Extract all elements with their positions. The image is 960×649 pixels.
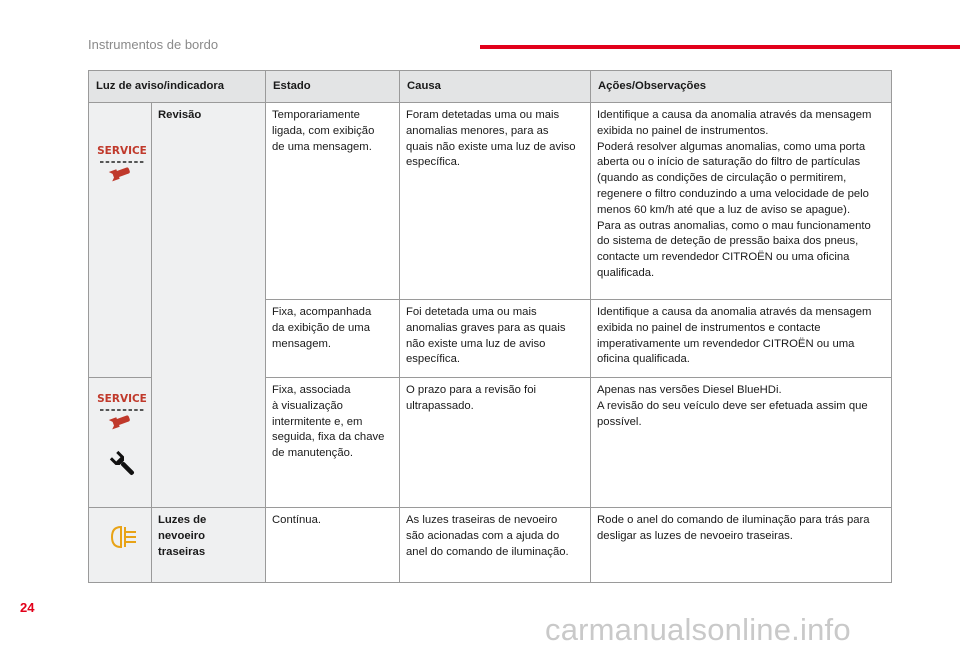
service-wrench-icon-cell <box>89 378 152 508</box>
action-cell: Identifique a causa da anomalia através da mensagem exibida no painel de instrumentos e contacte imperativamente um revendedor CITROËN ou uma oficina qualificada. <box>591 300 892 378</box>
header-accent-bar <box>480 45 960 49</box>
action-cell: Identifique a causa da anomalia através da mensagem exibida no painel de instrumentos. Poderá resolver algumas anomalias, como uma porta aberta ou o início de saturação do filtro de partículas (quando as condições de circulação o permitirem, regenere o filtro conduzindo a uma velocidade de pelo menos 60 km/h até que a luz de aviso se apague). Para as outras anomalias, como o mau funcionamento do sistema de deteção de pressão baixa dos pneus, contacte um revendedor CITROËN ou uma oficina qualificada. <box>591 103 892 300</box>
status-name-revision: Revisão <box>152 103 266 508</box>
table-row <box>89 508 892 583</box>
cause-cell: Foram detetadas uma ou mais anomalias menores, para as quais não existe uma luz de aviso específica. <box>400 103 591 300</box>
state-cell: Temporariamente ligada, com exibição de uma mensagem. <box>266 103 400 300</box>
service-warning-icon <box>97 143 147 183</box>
svg-text:SERVICE: SERVICE <box>97 145 147 157</box>
table-header-row <box>89 71 892 103</box>
cause-cell: Foi detetada uma ou mais anomalias graves para as quais não existe uma luz de aviso específica. <box>400 300 591 378</box>
wrench-icon <box>109 450 139 480</box>
fog-icon-cell <box>89 508 152 583</box>
watermark: carmanualsonline.info <box>545 612 851 647</box>
svg-text:SERVICE: SERVICE <box>97 393 147 405</box>
service-warning-icon <box>97 391 147 431</box>
state-cell: Fixa, associada à visualização intermitente e, em seguida, fixa da chave de manutenção. <box>266 378 400 508</box>
action-cell: Apenas nas versões Diesel BlueHDi. A revisão do seu veículo deve ser efetuada assim que possível. <box>591 378 892 508</box>
state-cell: Contínua. <box>266 508 400 583</box>
section-title: Instrumentos de bordo <box>88 37 219 52</box>
action-cell: Rode o anel do comando de iluminação para trás para desligar as luzes de nevoeiro traseiras. <box>591 508 892 583</box>
page-number: 24 <box>20 600 35 615</box>
column-header-cause: Causa <box>400 71 591 103</box>
column-header-state: Estado <box>266 71 400 103</box>
state-cell: Fixa, acompanhada da exibição de uma mensagem. <box>266 300 400 378</box>
column-header-light: Luz de aviso/indicadora <box>89 71 266 103</box>
table-row <box>89 103 892 300</box>
rear-fog-lamp-icon <box>109 524 139 550</box>
service-icon-cell <box>89 103 152 378</box>
warning-lights-table <box>88 70 892 583</box>
cause-cell: O prazo para a revisão foi ultrapassado. <box>400 378 591 508</box>
column-header-actions: Ações/Observações <box>591 71 892 103</box>
status-name-fog: Luzes de nevoeiro traseiras <box>152 508 266 583</box>
cause-cell: As luzes traseiras de nevoeiro são acionadas com a ajuda do anel do comando de iluminação. <box>400 508 591 583</box>
